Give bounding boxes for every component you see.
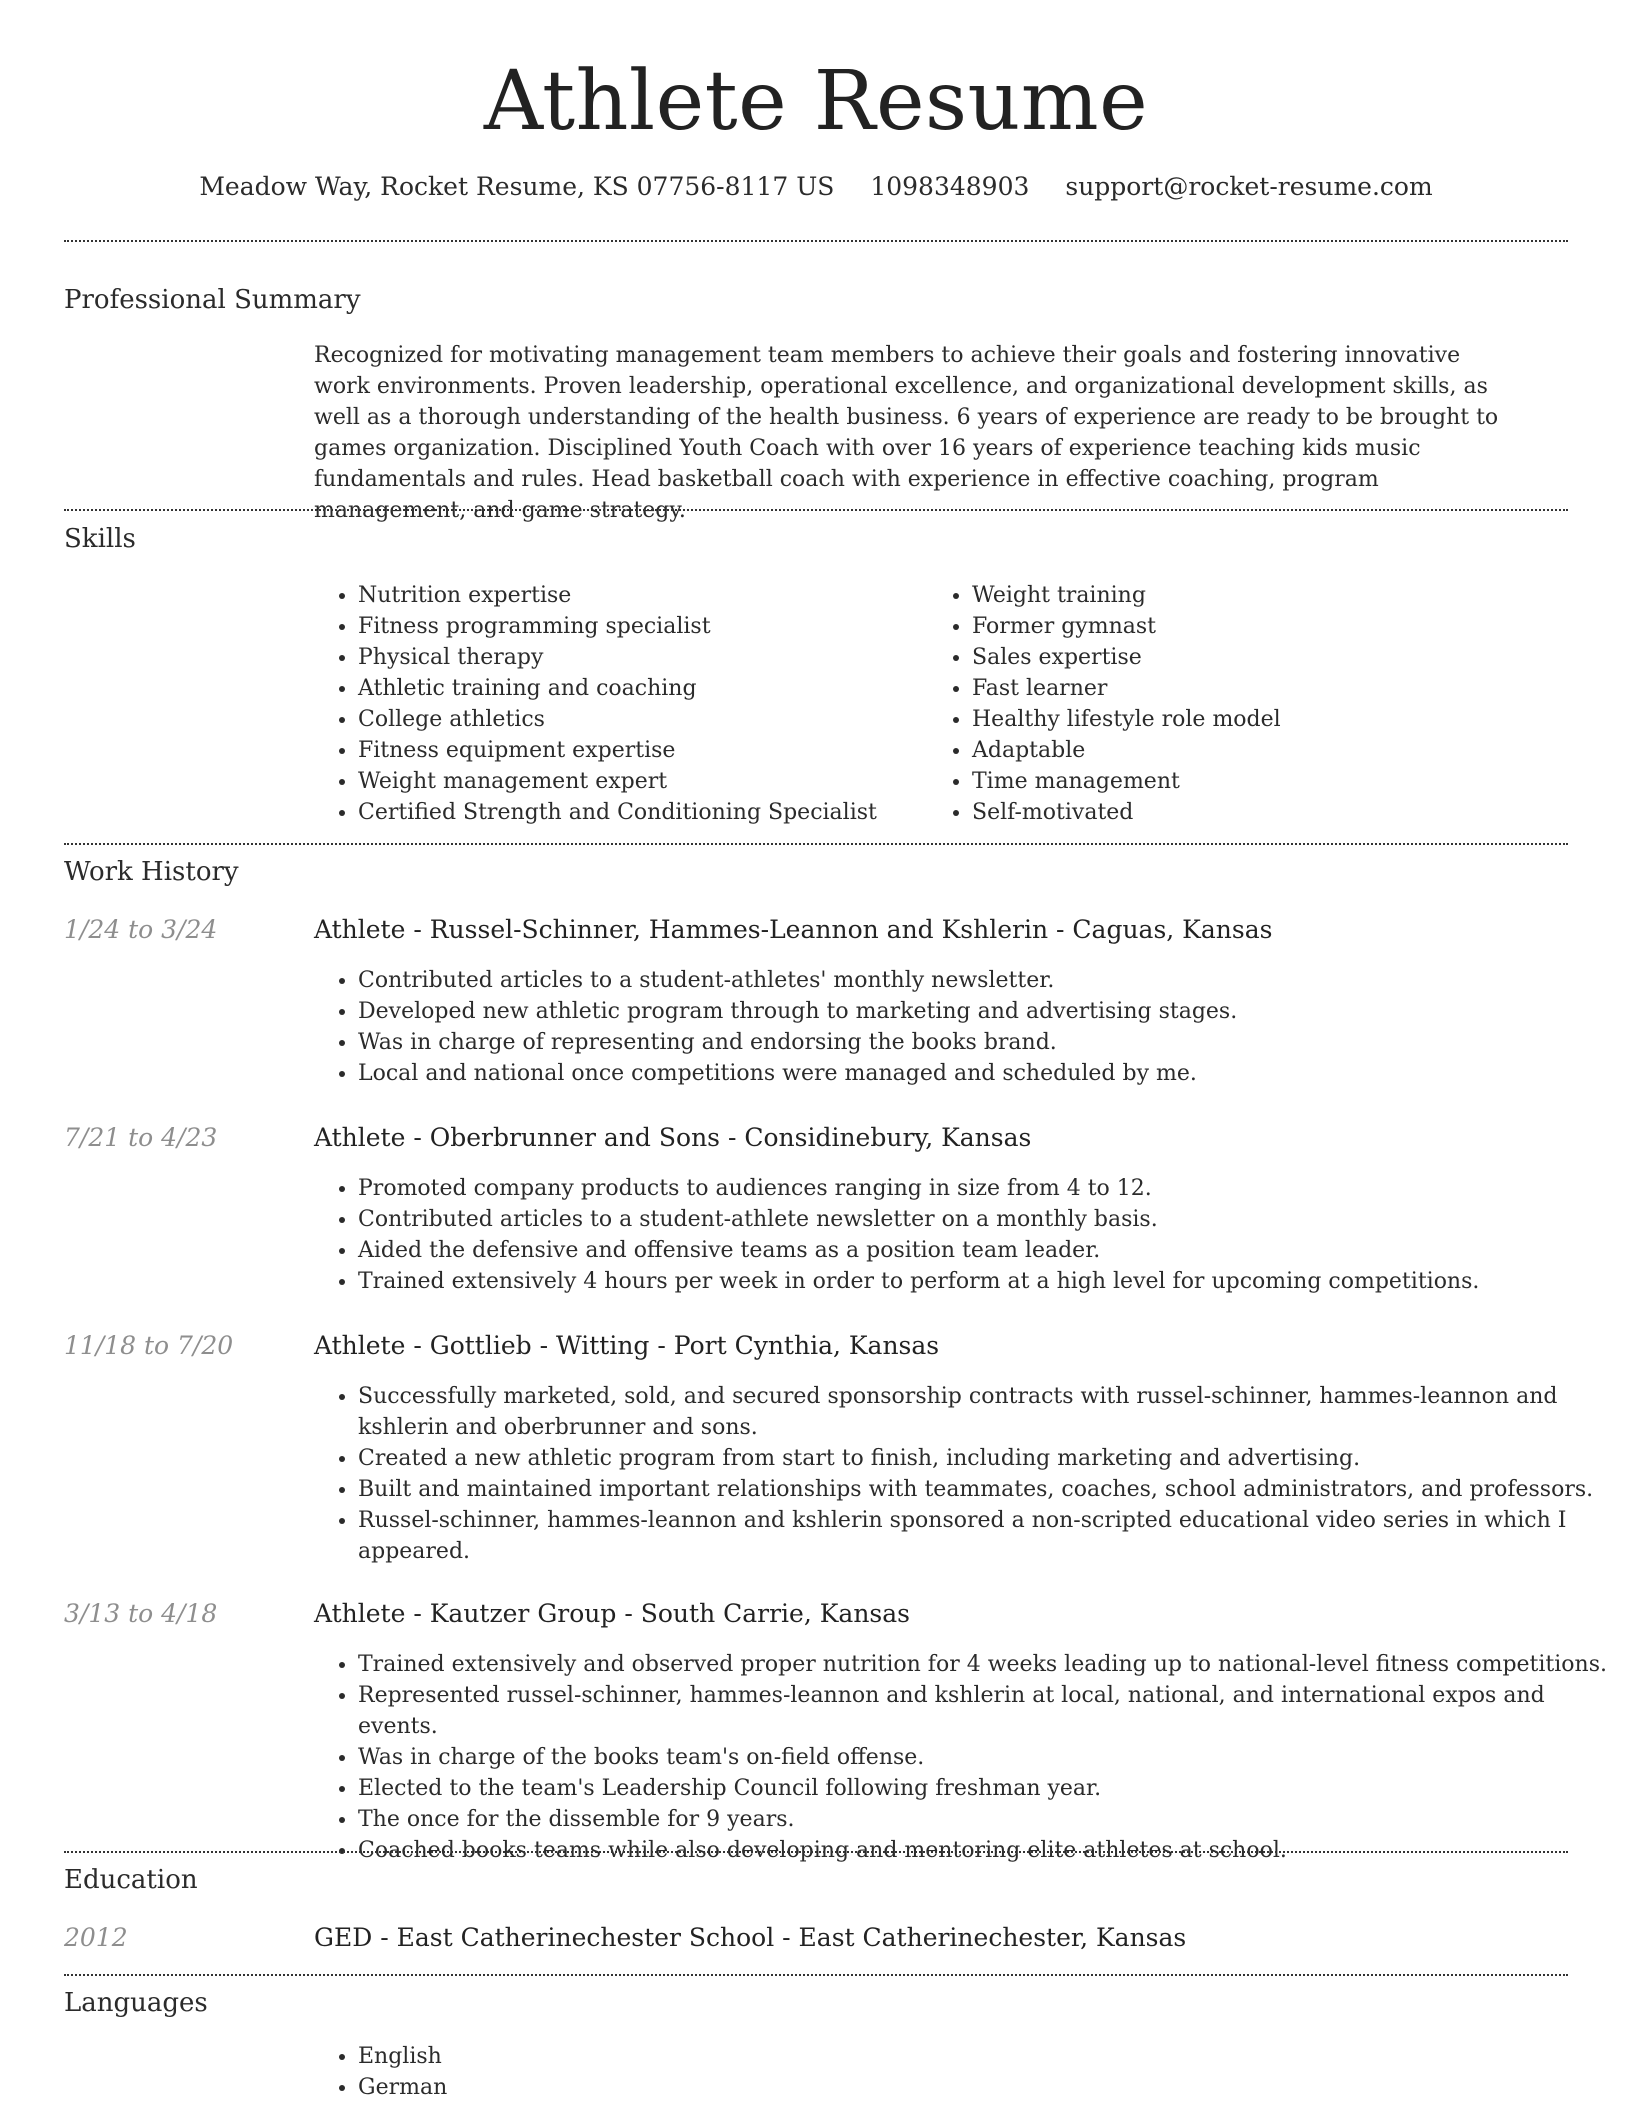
skill-item: • Fast learner bbox=[972, 673, 1532, 704]
languages-list bbox=[314, 2041, 858, 2103]
job-bullet: • Developed new athletic program through to marketing and advertising stages. bbox=[358, 996, 1608, 1027]
skill-item: • Fitness equipment expertise bbox=[358, 735, 918, 766]
section-divider bbox=[64, 240, 1568, 242]
job-bullet: • Coached books teams while also developing and mentoring elite athletes at school. bbox=[358, 1835, 1608, 1866]
skills-list-right bbox=[928, 580, 1532, 828]
job-bullet: • The once for the dissemble for 9 years. bbox=[358, 1804, 1608, 1835]
job-title: Athlete - Gottlieb - Witting - Port Cynthia, Kansas bbox=[314, 1331, 940, 1360]
job-bullet: • Local and national once competitions were managed and scheduled by me. bbox=[358, 1058, 1608, 1089]
skill-item: • Former gymnast bbox=[972, 611, 1532, 642]
job-bullet: • Represented russel-schinner, hammes-leannon and kshlerin at local, national, and international expos and events. bbox=[358, 1680, 1608, 1742]
contact-line bbox=[0, 170, 1632, 204]
job-date: 11/18 to 7/20 bbox=[64, 1331, 234, 1360]
skill-item: • Nutrition expertise bbox=[358, 580, 918, 611]
job-bullet: • Contributed articles to a student-athletes' monthly newsletter. bbox=[358, 965, 1608, 996]
job-title: Athlete - Oberbrunner and Sons - Considinebury, Kansas bbox=[314, 1123, 1032, 1152]
contact-email: support@rocket-resume.com bbox=[1065, 172, 1433, 201]
skill-item: • Weight training bbox=[972, 580, 1532, 611]
skill-item: • Sales expertise bbox=[972, 642, 1532, 673]
job-bullet: • Trained extensively 4 hours per week in order to perform at a high level for upcoming competitions. bbox=[358, 1266, 1608, 1297]
skill-item: • Athletic training and coaching bbox=[358, 673, 918, 704]
section-divider bbox=[64, 1974, 1568, 1976]
skill-item: • Weight management expert bbox=[358, 766, 918, 797]
skill-item: • Self-motivated bbox=[972, 797, 1532, 828]
education-title: GED - East Catherinechester School - East Catherinechester, Kansas bbox=[314, 1923, 1187, 1952]
job-bullet: • Created a new athletic program from start to finish, including marketing and advertising. bbox=[358, 1443, 1608, 1474]
skill-item: • College athletics bbox=[358, 704, 918, 735]
job-bullets bbox=[314, 1173, 1608, 1297]
job-bullet: • Built and maintained important relationships with teammates, coaches, school administrators, and professors. bbox=[358, 1474, 1608, 1505]
job-bullet: • Contributed articles to a student-athlete newsletter on a monthly basis. bbox=[358, 1204, 1608, 1235]
section-heading-work: Work History bbox=[64, 857, 239, 887]
job-bullet: • Was in charge of the books team's on-field offense. bbox=[358, 1742, 1608, 1773]
skill-item: • Healthy lifestyle role model bbox=[972, 704, 1532, 735]
skills-list-left bbox=[314, 580, 918, 828]
job-bullet: • Promoted company products to audiences ranging in size from 4 to 12. bbox=[358, 1173, 1608, 1204]
resume-title: Athlete Resume bbox=[483, 54, 1149, 149]
contact-phone: 1098348903 bbox=[870, 172, 1030, 201]
education-date: 2012 bbox=[64, 1923, 128, 1952]
job-bullet: • Trained extensively and observed proper nutrition for 4 weeks leading up to national-level fitness competitions. bbox=[358, 1649, 1608, 1680]
skill-item: • Certified Strength and Conditioning Specialist bbox=[358, 797, 918, 828]
language-item: • German bbox=[358, 2072, 858, 2103]
contact-address: Meadow Way, Rocket Resume, KS 07756-8117 US bbox=[199, 172, 835, 201]
job-bullet: • Was in charge of representing and endorsing the books brand. bbox=[358, 1027, 1608, 1058]
job-bullet: • Elected to the team's Leadership Council following freshman year. bbox=[358, 1773, 1608, 1804]
job-date: 1/24 to 3/24 bbox=[64, 915, 218, 944]
section-heading-education: Education bbox=[64, 1865, 198, 1895]
summary-text: Recognized for motivating management team members to achieve their goals and fostering innovative work environments. Proven leadership, operational excellence, and organizational development skills, as well as a thorough understanding of the health business. 6 years of experience are ready to be brought to games organization. Disciplined Youth Coach with over 16 years of experience teaching kids music fundamentals and rules. Head basketball coach with experience in effective coaching, program management, and game strategy. bbox=[314, 343, 1499, 523]
skill-item: • Physical therapy bbox=[358, 642, 918, 673]
job-bullet: • Aided the defensive and offensive teams as a position team leader. bbox=[358, 1235, 1608, 1266]
section-heading-languages: Languages bbox=[64, 1988, 208, 2018]
skill-item: • Time management bbox=[972, 766, 1532, 797]
job-bullets bbox=[314, 1649, 1608, 1866]
job-title: Athlete - Russel-Schinner, Hammes-Leannon and Kshlerin - Caguas, Kansas bbox=[314, 915, 1273, 944]
section-heading-summary: Professional Summary bbox=[64, 285, 361, 315]
job-bullet: • Successfully marketed, sold, and secured sponsorship contracts with russel-schinner, hammes-leannon and kshlerin and oberbrunner and sons. bbox=[358, 1381, 1608, 1443]
job-date: 3/13 to 4/18 bbox=[64, 1599, 218, 1628]
job-bullet: • Russel-schinner, hammes-leannon and kshlerin sponsored a non-scripted educational video series in which I appeared. bbox=[358, 1505, 1608, 1567]
job-title: Athlete - Kautzer Group - South Carrie, Kansas bbox=[314, 1599, 910, 1628]
section-divider bbox=[64, 843, 1568, 845]
job-date: 7/21 to 4/23 bbox=[64, 1123, 218, 1152]
skill-item: • Adaptable bbox=[972, 735, 1532, 766]
job-bullets bbox=[314, 965, 1608, 1089]
language-item: • English bbox=[358, 2041, 858, 2072]
job-bullets bbox=[314, 1381, 1608, 1567]
section-heading-skills: Skills bbox=[64, 524, 136, 554]
skill-item: • Fitness programming specialist bbox=[358, 611, 918, 642]
section-divider bbox=[64, 509, 1568, 511]
section-divider bbox=[64, 1851, 1568, 1853]
